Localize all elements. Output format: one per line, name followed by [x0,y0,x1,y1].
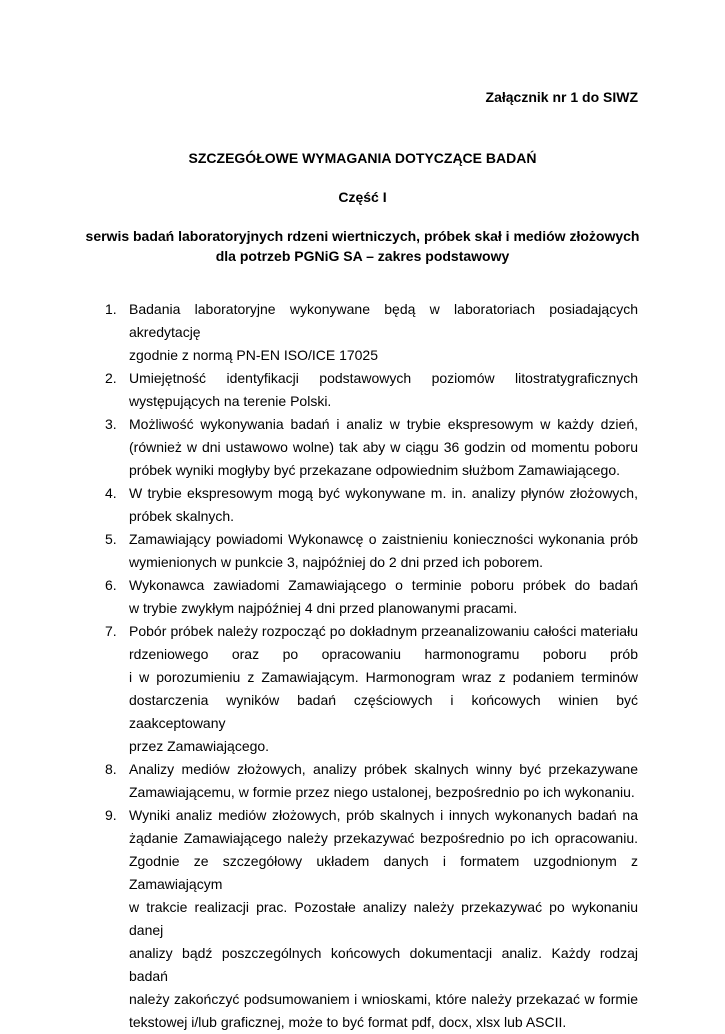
item-line: Pobór próbek należy rozpocząć po dokładnym przeanalizowaniu całości materiału [129,623,638,639]
list-item [105,574,638,620]
list-item [105,367,638,413]
subtitle-line-1: serwis badań laboratoryjnych rdzeni wiertniczych, próbek skał i mediów złożowych [85,228,640,244]
subtitle-line-2: dla potrzeb PGNiG SA – zakres podstawowy [215,248,510,264]
item-line: W trybie ekspresowym mogą być wykonywane m. in. analizy płynów złożowych, [129,485,638,501]
item-line: należy zakończyć podsumowaniem i wnioskami, które należy przekazać w formie [129,991,638,1007]
document-subtitle [0,226,725,266]
item-line: i w porozumieniu z Zamawiającym. Harmonogram wraz z podaniem terminów [129,669,638,685]
item-line: w trakcie realizacji prac. Pozostałe analizy należy przekazywać po wykonaniu danej [129,899,638,938]
item-line: występujących na terenie Polski. [129,393,332,409]
list-item [105,620,638,758]
item-number: 8. [105,761,117,777]
item-line: Analizy mediów złożowych, analizy próbek skalnych winny być przekazywane [129,761,638,777]
item-line: przez Zamawiającego. [129,738,270,754]
list-item [105,482,638,528]
item-line: (również w dni ustawowo wolne) tak aby w ciągu 36 godzin od momentu poboru [129,439,638,455]
annex-label: Załącznik nr 1 do SIWZ [485,89,638,105]
item-number: 4. [105,485,117,501]
item-line: próbek skalnych. [129,508,235,524]
item-line: Zamawiający powiadomi Wykonawcę o zaistnieniu konieczności wykonania prób [129,531,638,547]
list-item [105,804,638,1034]
item-line: analizy bądź poszczególnych końcowych dokumentacji analiz. Każdy rodzaj badań [129,945,638,984]
item-number: 7. [105,623,117,639]
item-number: 9. [105,807,117,823]
item-number: 6. [105,577,117,593]
item-line: Zgodnie ze szczegółowy układem danych i formatem uzgodnionym z Zamawiającym [129,853,638,892]
list-item [105,758,638,804]
list-item [105,413,638,482]
requirements-list [0,298,725,1034]
item-line: dostarczenia wyników badań częściowych i końcowych winien być zaakceptowany [129,692,638,731]
item-number: 3. [105,416,117,432]
list-item [105,528,638,574]
item-line: Wyniki analiz mediów złożowych, prób skalnych i innych wykonanych badań na [129,807,638,823]
item-line: wymienionych w punkcie 3, najpóźniej do 2 dni przed ich poborem. [129,554,544,570]
item-line: zgodnie z normą PN-EN ISO/ICE 17025 [129,347,379,363]
item-number: 1. [105,301,117,317]
item-line: żądanie Zamawiającego należy przekazywać bezpośrednio po ich opracowaniu. [129,830,638,846]
item-number: 5. [105,531,117,547]
item-line: Badania laboratoryjne wykonywane będą w laboratoriach posiadających akredytację [129,301,638,340]
item-number: 2. [105,370,117,386]
item-line: rdzeniowego oraz po opracowaniu harmonogramu poboru prób [129,646,638,662]
part-heading: Część I [338,189,387,205]
list-item [105,298,638,367]
item-line: Możliwość wykonywania badań i analiz w trybie ekspresowym w każdy dzień, [129,416,638,432]
item-line: Zamawiającemu, w formie przez niego ustalonej, bezpośrednio po ich wykonaniu. [129,784,635,800]
item-line: tekstowej i/lub graficznej, może to być format pdf, docx, xlsx lub ASCII. [129,1014,567,1030]
item-line: Wykonawca zawiadomi Zamawiającego o terminie poboru próbek do badań [129,577,638,593]
item-line: próbek wyniki mogłyby być przekazane odpowiednim służbom Zamawiającego. [129,462,621,478]
item-line: w trybie zwykłym najpóźniej 4 dni przed planowanymi pracami. [129,600,518,616]
document-title: SZCZEGÓŁOWE WYMAGANIA DOTYCZĄCE BADAŃ [188,150,537,166]
item-line: Umiejętność identyfikacji podstawowych poziomów litostratygraficznych [129,370,638,386]
